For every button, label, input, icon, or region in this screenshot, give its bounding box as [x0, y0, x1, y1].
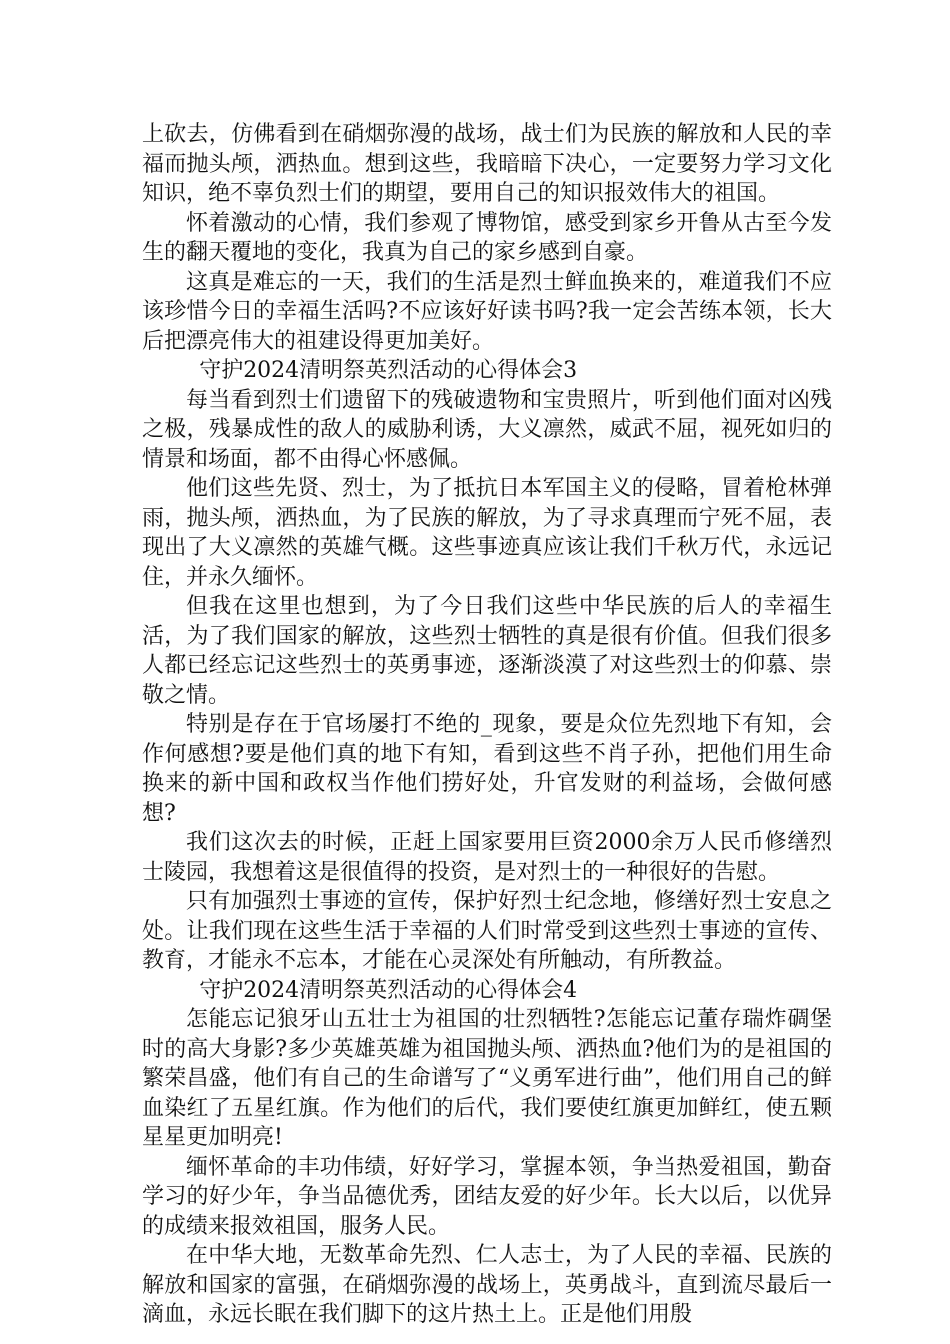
paragraph: 在中华大地，无数革命先烈、仁人志士，为了人民的幸福、民族的解放和国家的富强，在硝烟弥漫的战场上，英勇战斗，直到流尽最后一滴血，永远长眠在我们脚下的这片热土上。正是他们用殷 — [142, 1243, 832, 1327]
document-body — [142, 120, 832, 1330]
paragraph: 每当看到烈士们遗留下的残破遗物和宝贵照片，听到他们面对凶残之极，残暴成性的敌人的威胁利诱，大义凛然，威武不屈，视死如归的情景和场面，都不由得心怀感佩。 — [142, 387, 832, 472]
section-heading: 守护2024清明祭英烈活动的心得体会3 — [199, 358, 578, 383]
paragraph: 缅怀革命的丰功伟绩，好好学习，掌握本领，争当热爱祖国，勤奋学习的好少年，争当品德优秀，团结友爱的好少年。长大以后，以优异的成绩来报效祖国，服务人民。 — [142, 1154, 832, 1239]
paragraph: 我们这次去的时候，正赶上国家要用巨资2000余万人民币修缮烈士陵园，我想着这是很值得的投资，是对烈士的一种很好的告慰。 — [142, 830, 832, 885]
section-heading: 守护2024清明祭英烈活动的心得体会4 — [199, 977, 578, 1003]
paragraph: 这真是难忘的一天，我们的生活是烈士鲜血换来的，难道我们不应该珍惜今日的幸福生活吗?不应该好好读书吗?我一定会苦练本领，长大后把漂亮伟大的祖建设得更加美好。 — [142, 269, 832, 354]
paragraph: 怀着激动的心情，我们参观了博物馆，感受到家乡开鲁从古至今发生的翻天覆地的变化，我真为自己的家乡感到自豪。 — [142, 210, 832, 265]
paragraph: 但我在这里也想到，为了今日我们这些中华民族的后人的幸福生活，为了我们国家的解放，这些烈士牺牲的真是很有价值。但我们很多人都已经忘记这些烈士的英勇事迹，逐渐淡漠了对这些烈士的仰慕、崇敬之情。 — [142, 594, 832, 708]
paragraph: 只有加强烈士事迹的宣传，保护好烈士纪念地，修缮好烈士安息之处。让我们现在这些生活于幸福的人们时常受到这些烈士事迹的宣传、教育，才能永不忘本，才能在心灵深处有所触动，有所教益。 — [142, 889, 832, 973]
paragraph: 特别是存在于官场屡打不绝的_现象，要是众位先烈地下有知，会作何感想?要是他们真的地下有知，看到这些不肖子孙，把他们用生命换来的新中国和政权当作他们捞好处，升官发财的利益场，会做何感想? — [142, 712, 832, 826]
paragraph: 上砍去，仿佛看到在硝烟弥漫的战场，战士们为民族的解放和人民的幸福而抛头颅，洒热血。想到这些，我暗暗下决心，一定要努力学习文化知识，绝不辜负烈士们的期望，要用自己的知识报效伟大的祖国。 — [142, 122, 832, 206]
paragraph: 怎能忘记狼牙山五壮士为祖国的壮烈牺牲?怎能忘记董存瑞炸碉堡时的高大身影?多少英雄英雄为祖国抛头颅、洒热血?他们为的是祖国的繁荣昌盛，他们有自己的生命谱写了“义勇军进行曲”，他们用自己的鲜血染红了五星红旗。作为他们的后代，我们要使红旗更加鲜红，使五颗星星更加明亮! — [142, 1007, 832, 1150]
paragraph: 他们这些先贤、烈士，为了抵抗日本军国主义的侵略，冒着枪林弹雨，抛头颅，洒热血，为了民族的解放，为了寻求真理而宁死不屈，表现出了大义凛然的英雄气概。这些事迹真应该让我们千秋万代，永远记住，并永久缅怀。 — [142, 476, 832, 590]
